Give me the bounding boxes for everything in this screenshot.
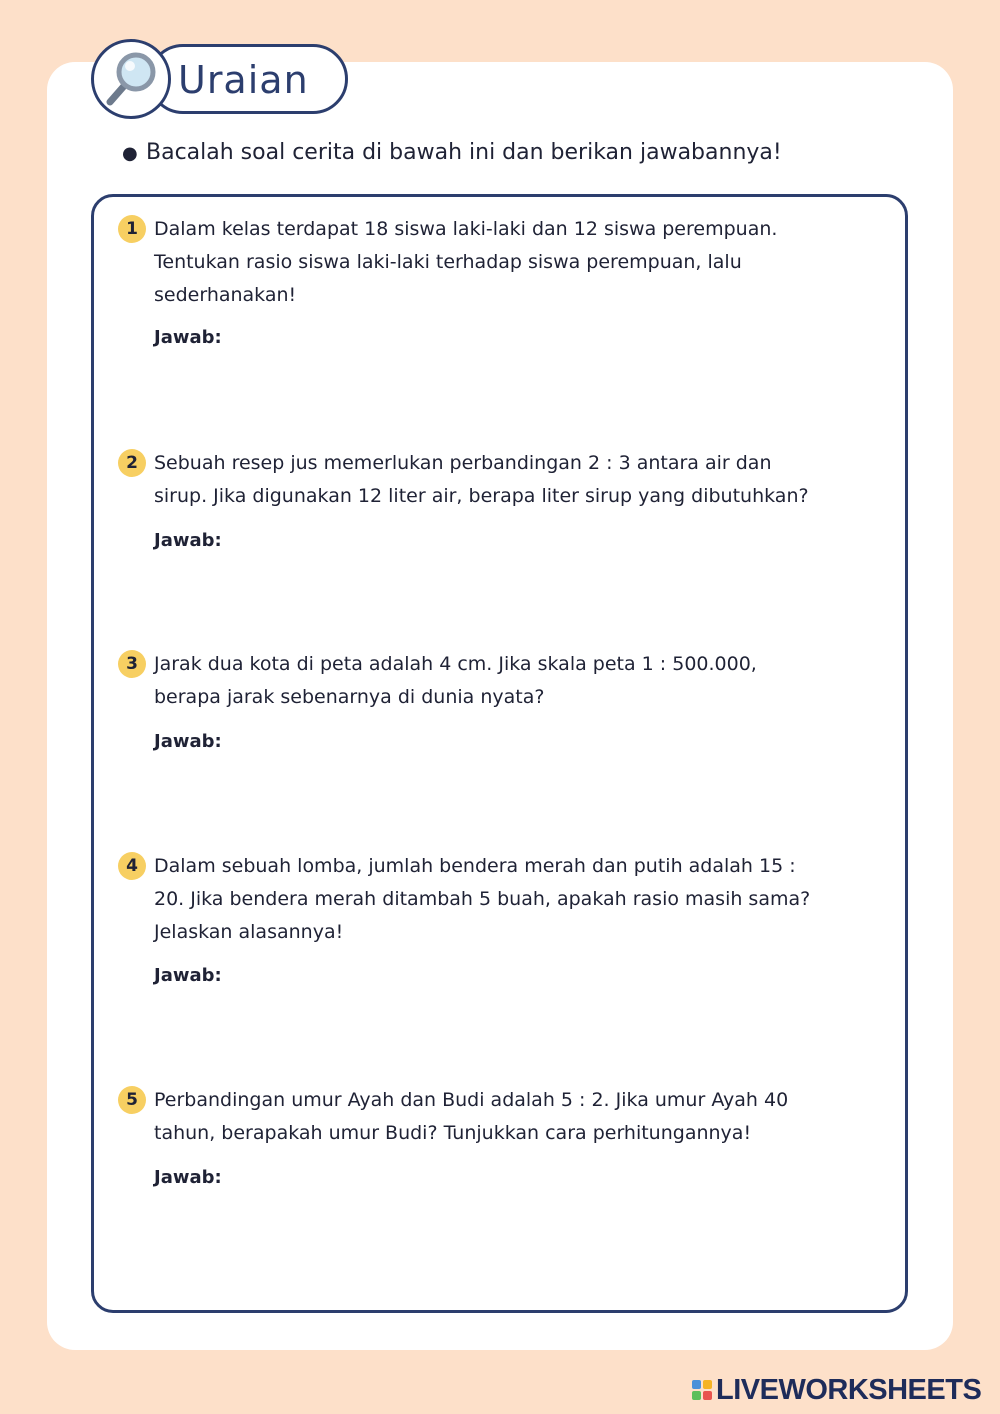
answer-label: Jawab: bbox=[154, 327, 222, 348]
question-line: Jelaskan alasannya! bbox=[154, 921, 344, 943]
question-line: berapa jarak sebenarnya di dunia nyata? bbox=[154, 686, 545, 708]
question-number-badge: 4 bbox=[118, 852, 146, 880]
question-number-badge: 2 bbox=[118, 449, 146, 477]
question-line: tahun, berapakah umur Budi? Tunjukkan cara perhitungannya! bbox=[154, 1122, 752, 1144]
question-number-badge: 1 bbox=[118, 215, 146, 243]
answer-label: Jawab: bbox=[154, 731, 222, 752]
question-line: Perbandingan umur Ayah dan Budi adalah 5 : 2. Jika umur Ayah 40 bbox=[154, 1089, 789, 1111]
answer-label: Jawab: bbox=[154, 530, 222, 551]
question-line: Jarak dua kota di peta adalah 4 cm. Jika skala peta 1 : 500.000, bbox=[154, 653, 757, 675]
magnifier-icon bbox=[102, 50, 160, 108]
question-line: Sebuah resep jus memerlukan perbandingan 2 : 3 antara air dan bbox=[154, 452, 772, 474]
question-number-badge: 5 bbox=[118, 1086, 146, 1114]
liveworksheets-logo bbox=[692, 1374, 981, 1406]
question-text bbox=[154, 850, 874, 949]
instruction-text bbox=[122, 138, 782, 169]
question-line: sirup. Jika digunakan 12 liter air, berapa liter sirup yang dibutuhkan? bbox=[154, 485, 809, 507]
bullet-icon: ● bbox=[122, 143, 138, 164]
question-line: Dalam sebuah lomba, jumlah bendera merah dan putih adalah 15 : bbox=[154, 855, 796, 877]
instruction-label: Bacalah soal cerita di bawah ini dan berikan jawabannya! bbox=[146, 140, 782, 165]
title-icon-badge bbox=[91, 39, 171, 119]
question-text bbox=[154, 447, 874, 513]
question-text bbox=[154, 1084, 874, 1150]
page-title: Uraian bbox=[178, 58, 309, 102]
question-line: 20. Jika bendera merah ditambah 5 buah, apakah rasio masih sama? bbox=[154, 888, 811, 910]
question-text bbox=[154, 213, 874, 312]
answer-label: Jawab: bbox=[154, 965, 222, 986]
question-line: Tentukan rasio siswa laki-laki terhadap siswa perempuan, lalu bbox=[154, 251, 742, 273]
question-number-badge: 3 bbox=[118, 650, 146, 678]
answer-label: Jawab: bbox=[154, 1167, 222, 1188]
logo-blocks-icon bbox=[692, 1380, 712, 1400]
logo-text: LIVEWORKSHEETS bbox=[716, 1373, 982, 1406]
question-line: Dalam kelas terdapat 18 siswa laki-laki dan 12 siswa perempuan. bbox=[154, 218, 778, 240]
question-text bbox=[154, 648, 874, 714]
question-line: sederhanakan! bbox=[154, 284, 297, 306]
